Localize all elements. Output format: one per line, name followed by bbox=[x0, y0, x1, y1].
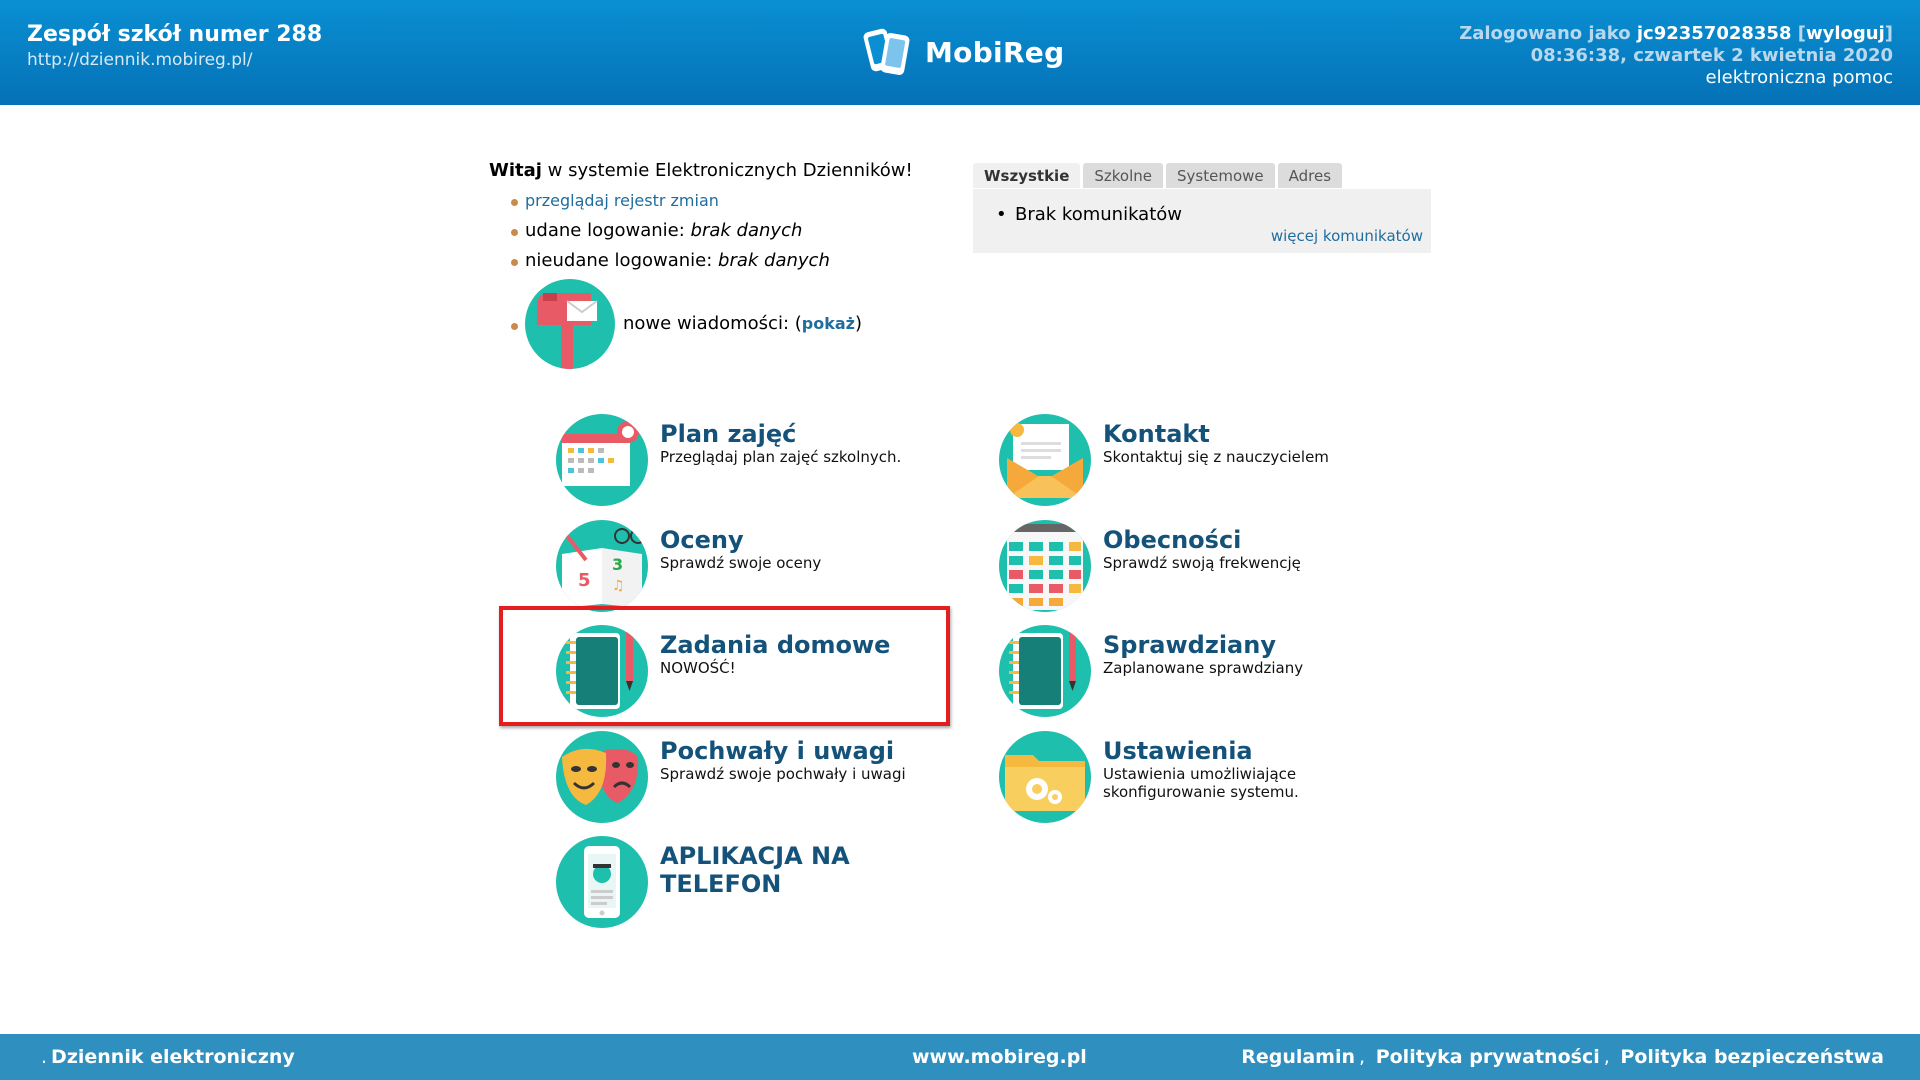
datetime: 08:36:38, czwartek 2 kwietnia 2020 bbox=[1530, 45, 1893, 66]
list-item bbox=[511, 189, 959, 213]
tab-wszystkie[interactable]: Wszystkie bbox=[973, 163, 1080, 188]
header bbox=[0, 0, 1920, 105]
module-desc: Sprawdź swoje oceny bbox=[660, 554, 822, 572]
module-title-line1: APLIKACJA NA bbox=[660, 842, 850, 870]
message-tabs bbox=[973, 163, 1342, 188]
module-desc: Przeglądaj plan zajęć szkolnych. bbox=[660, 448, 902, 466]
highlight-box bbox=[499, 606, 950, 726]
logo-text: MobiReg bbox=[925, 35, 1065, 69]
new-messages-label: nowe wiadomości: ( bbox=[623, 313, 802, 334]
show-messages-link[interactable]: pokaż bbox=[801, 314, 855, 333]
module-desc-line2: skonfigurowanie systemu. bbox=[1103, 783, 1299, 801]
welcome-list bbox=[511, 189, 959, 369]
module-pochwaly[interactable] bbox=[556, 731, 906, 823]
help-link[interactable]: elektroniczna pomoc bbox=[1705, 67, 1893, 88]
footer: . Dziennik elektroniczny www.mobireg.pl Regulamin , Polityka prywatności , Polityka bezpieczeństwa bbox=[0, 1034, 1920, 1080]
footer-regulamin-link[interactable]: Regulamin bbox=[1241, 1046, 1356, 1068]
success-login-value: brak danych bbox=[690, 220, 803, 241]
module-title: Plan zajęć bbox=[660, 420, 797, 448]
module-title: Zadania domowe bbox=[660, 631, 891, 659]
footer-website-link[interactable]: www.mobireg.pl bbox=[912, 1046, 1087, 1068]
tab-szkolne[interactable]: Szkolne bbox=[1083, 163, 1163, 188]
grades-book-icon bbox=[556, 520, 648, 612]
module-desc-line1: Ustawienia umożliwiające bbox=[1103, 765, 1297, 783]
module-desc: Sprawdź swoje pochwały i uwagi bbox=[660, 765, 906, 783]
welcome-title: Witaj w systemie Elektronicznych Dzienników! bbox=[489, 160, 913, 181]
envelope-icon bbox=[999, 414, 1091, 506]
module-title: Oceny bbox=[660, 526, 744, 554]
module-title: Obecności bbox=[1103, 526, 1242, 554]
footer-privacy-link[interactable]: Polityka prywatności bbox=[1375, 1046, 1600, 1068]
list-item: nowe wiadomości: ( pokaż ) bbox=[511, 279, 959, 369]
module-plan[interactable] bbox=[556, 414, 901, 506]
svg-text:♫: ♫ bbox=[612, 578, 625, 594]
phone-app-icon bbox=[556, 836, 648, 928]
mailbox-icon bbox=[525, 279, 615, 369]
user-info: Zalogowano jako jc92357028358 [wyloguj] 08:36:38, czwartek 2 kwietnia 2020 elektroniczna pomoc bbox=[1459, 23, 1893, 88]
logged-as-label: Zalogowano jako bbox=[1459, 23, 1631, 44]
module-title: Kontakt bbox=[1103, 420, 1210, 448]
list-item: udane logowanie: brak danych bbox=[511, 219, 959, 243]
footer-dziennik-link[interactable]: Dziennik elektroniczny bbox=[51, 1046, 295, 1068]
notebook-icon bbox=[999, 625, 1091, 717]
messages-panel bbox=[973, 189, 1431, 253]
settings-folder-icon bbox=[999, 731, 1091, 823]
module-oceny[interactable] bbox=[556, 520, 821, 612]
list-item: nieudane logowanie: brak danych bbox=[511, 249, 959, 273]
no-messages-text: • Brak komunikatów bbox=[1015, 204, 1182, 225]
footer-security-link[interactable]: Polityka bezpieczeństwa bbox=[1620, 1046, 1884, 1068]
module-ustawienia[interactable] bbox=[999, 731, 1299, 823]
module-aplikacja[interactable] bbox=[556, 836, 850, 928]
module-kontakt[interactable] bbox=[999, 414, 1329, 506]
module-obecnosci[interactable] bbox=[999, 520, 1301, 612]
mobireg-logo[interactable] bbox=[861, 24, 1064, 80]
school-name: Zespół szkół numer 288 bbox=[27, 22, 323, 47]
tab-systemowe[interactable]: Systemowe bbox=[1166, 163, 1275, 188]
logout-link[interactable]: wyloguj bbox=[1805, 23, 1885, 44]
attendance-grid-icon bbox=[999, 520, 1091, 612]
phones-logo-icon bbox=[861, 24, 917, 80]
calendar-icon bbox=[556, 414, 648, 506]
failed-login-value: brak danych bbox=[718, 250, 830, 271]
module-title-line2: TELEFON bbox=[660, 870, 782, 898]
module-title: Sprawdziany bbox=[1103, 631, 1276, 659]
welcome-section bbox=[489, 160, 959, 375]
svg-text:5: 5 bbox=[578, 570, 591, 591]
tab-adres[interactable]: Adres bbox=[1278, 163, 1342, 188]
module-desc: Skontaktuj się z nauczycielem bbox=[1103, 448, 1329, 466]
svg-text:3: 3 bbox=[612, 555, 624, 574]
school-url: http://dziennik.mobireg.pl/ bbox=[27, 50, 253, 70]
module-title: Pochwały i uwagi bbox=[660, 737, 895, 765]
changelog-link[interactable]: przeglądaj rejestr zmian bbox=[525, 191, 719, 210]
username: jc92357028358 bbox=[1636, 23, 1792, 44]
module-title: Ustawienia bbox=[1103, 737, 1253, 765]
module-sprawdziany[interactable] bbox=[999, 625, 1303, 717]
module-desc: Zaplanowane sprawdziany bbox=[1103, 659, 1304, 677]
theater-masks-icon bbox=[556, 731, 648, 823]
module-desc: NOWOŚĆ! bbox=[660, 659, 736, 677]
module-desc: Sprawdź swoją frekwencję bbox=[1103, 554, 1301, 572]
more-messages-link[interactable]: więcej komunikatów bbox=[1270, 227, 1423, 245]
